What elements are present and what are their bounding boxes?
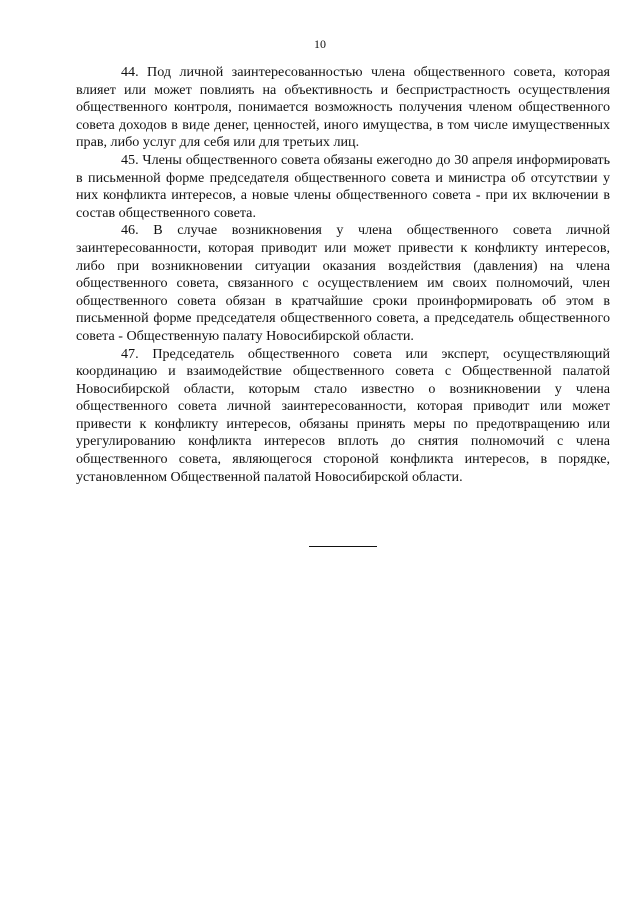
paragraph-46: 46. В случае возникновения у члена общественного совета личной заинтересованности, которая приводит или может привести к конфликту интересов, либо при возникновении ситуации оказания воздействия (давления) на члена общественного совета, связанного с осуществлением им своих полномочий, член общественного совета обязан в кратчайшие сроки проинформировать об этом в письменной форме председателя общественного совета, а председатель общественного совета - Общественную палату Новосибирской области. (76, 222, 610, 344)
document-body (76, 64, 610, 486)
page-number: 10 (314, 37, 326, 51)
paragraph-47: 47. Председатель общественного совета или эксперт, осуществляющий координацию и взаимодействие общественного совета с Общественной палатой Новосибирской области, которым стало известно о возникновении у члена общественного совета личной заинтересованности, которая приводит или может привести к конфликту интересов, обязаны принять меры по предотвращению или урегулированию конфликта интересов вплоть до снятия полномочий с члена общественного совета, являющегося стороной конфликта интересов, в порядке, установленном Общественной палатой Новосибирской области. (76, 345, 610, 485)
paragraph-45: 45. Члены общественного совета обязаны ежегодно до 30 апреля информировать в письменной форме председателя общественного совета и министра об отсутствии у них конфликта интересов, а новые члены общественного совета - при их включении в состав общественного совета. (76, 151, 610, 221)
end-separator-line (309, 546, 377, 547)
paragraph-44: 44. Под личной заинтересованностью члена общественного совета, которая влияет или может повлиять на объективность и беспристрастность осуществления общественного контроля, понимается возможность получения членом общественного совета доходов в виде денег, ценностей, иного имущества, в том числе имущественных прав, либо услуг для себя или для третьих лиц. (76, 64, 610, 151)
